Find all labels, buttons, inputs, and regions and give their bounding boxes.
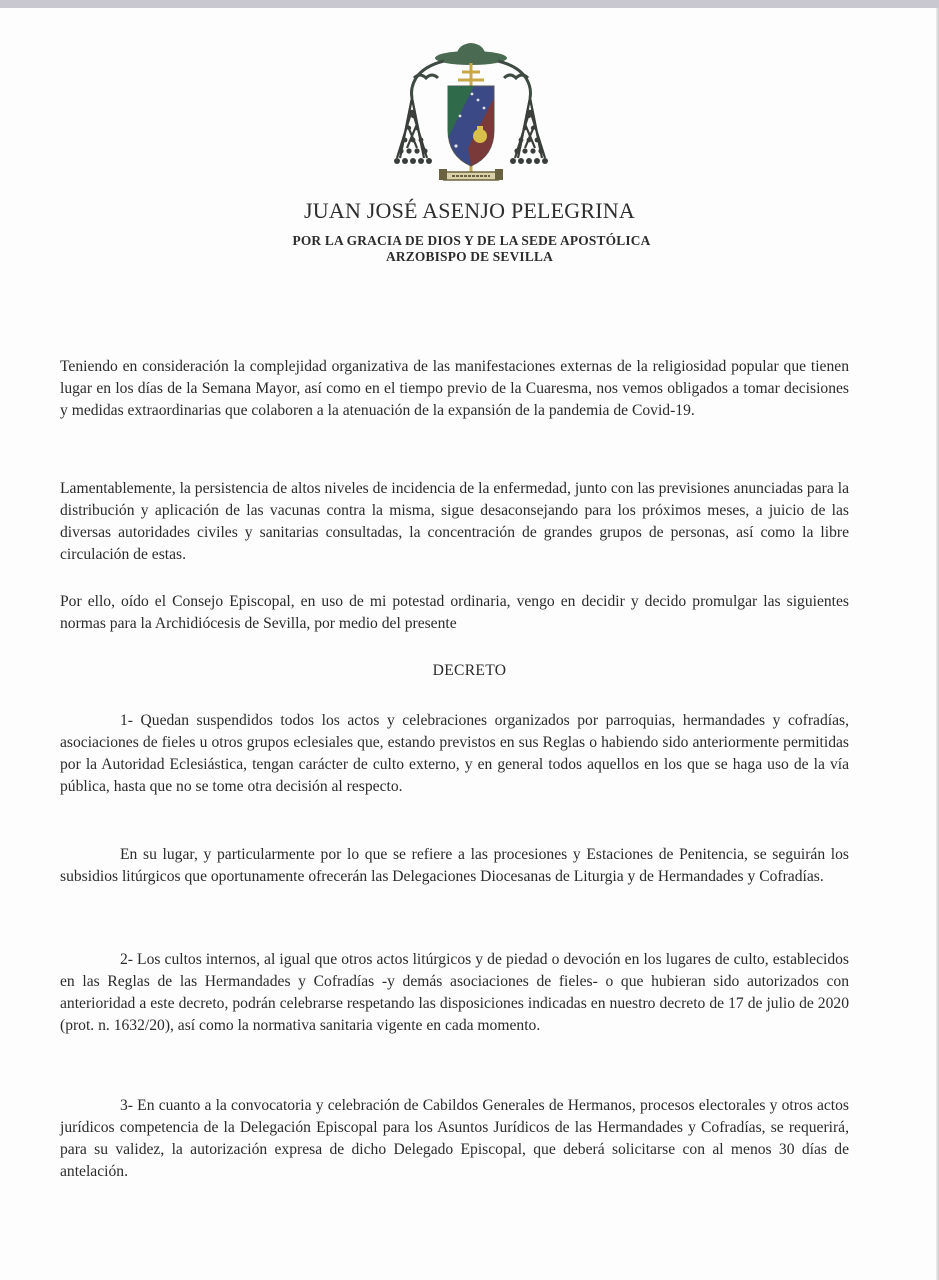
article-3: 3- En cuanto a la convocatoria y celebración de Cabildos Generales de Hermanos, procesos electorales y otros actos jurídicos competencia de la Delegación Episcopal para los Asuntos Jurídicos de las Hermandades y Cofradías, se requerirá, para su validez, la autorización expresa de dicho Delegado Episcopal, que deberá solicitarse con al menos 30 días de antelación. — [60, 1097, 849, 1180]
top-gray-bar — [0, 0, 939, 8]
article-1-continuation: En su lugar, y particularmente por lo que se refiere a las procesiones y Estaciones de Penitencia, se seguirán los subsidios litúrgicos que oportunamente ofrecerán las Delegaciones Diocesanas de Liturgia y de Hermandades y Cofradías. — [60, 846, 849, 885]
left-cord — [412, 61, 445, 98]
article-1: 1- Quedan suspendidos todos los actos y celebraciones organizados por parroquias, hermandades y cofradías, asociaciones de fieles u otros grupos eclesiales que, estando previstos en sus Reglas o habiendo sido anteriormente permitidas por la Autoridad Eclesiástica, tengan carácter de culto externo, y en general todos aquellos en los que se haga uso de la vía pública, hasta que no se tome otra decisión al respecto. — [60, 712, 849, 795]
right-cord — [498, 61, 531, 98]
galero-hat-crown — [456, 43, 486, 56]
intro-paragraph: Por ello, oído el Consejo Episcopal, en uso de mi potestad ordinaria, vengo en decidir y decido promulgar las siguientes normas para la Archidiócesis de Sevilla, por medio del presente — [60, 593, 849, 632]
subtitle-grace: POR LA GRACIA DE DIOS Y DE LA SEDE APOSTÓLICA — [292, 233, 651, 248]
decree-heading: DECRETO — [432, 662, 507, 679]
subtitle-archbishop: ARZOBISPO DE SEVILLA — [386, 249, 553, 264]
coat-of-arms-icon — [394, 38, 548, 188]
intro-paragraph: Teniendo en consideración la complejidad organizativa de las manifestaciones externas de la religiosidad popular que tienen lugar en los días de la Semana Mayor, así como en el tiempo previo de la Cuaresma, nos vemos obligados a tomar decisiones y medidas extraordinarias que colaboren a la atenuación de la expansión de la pandemia de Covid-19. — [60, 358, 849, 419]
article-2: 2- Los cultos internos, al igual que otros actos litúrgicos y de piedad o devoción en los lugares de culto, establecidos en las Reglas de las Hermandades y Cofradías -y demás asociaciones de fieles- o que hubieran sido autorizados con anterioridad a este decreto, podrán celebrarse respetando las disposiciones indicadas en nuestro decreto de 17 de julio de 2020 (prot. n. 1632/20), así como la normativa sanitaria vigente en cada momento. — [60, 951, 849, 1034]
intro-paragraph: Lamentablemente, la persistencia de altos niveles de incidencia de la enfermedad, junto con las previsiones anunciadas para la distribución y aplicación de las vacunas contra la misma, sigue desaconsejando para los próximos meses, a juicio de las diversas autoridades civiles y sanitarias consultadas, la concentración de grandes grupos de personas, así como la libre circulación de estas. — [60, 480, 849, 563]
archbishop-name: JUAN JOSÉ ASENJO PELEGRINA — [304, 198, 635, 223]
